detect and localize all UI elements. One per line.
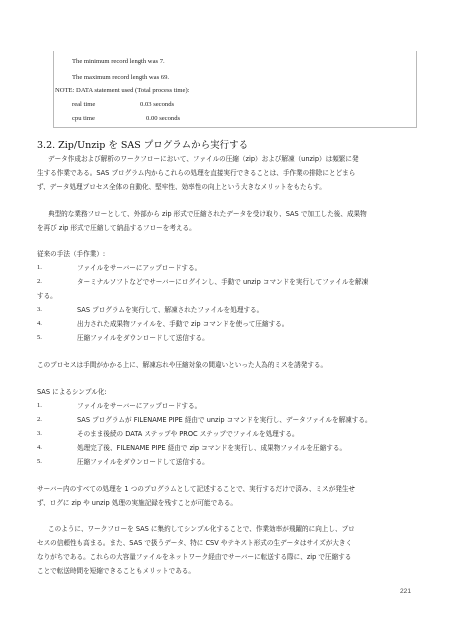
manual-step-text: SAS プログラムを実行して、解凍されたファイルを処理する。	[77, 306, 264, 314]
sas-step-number: 1.	[37, 402, 42, 409]
manual-step-text: 圧縮ファイルをダウンロードして送信する。	[77, 334, 209, 342]
manual-step-number: 4.	[37, 320, 42, 327]
sas-step-text: 処理完了後、FILENAME PIPE 経由で zip コマンドを実行し、成果物ファイルを圧縮する。	[77, 444, 347, 452]
manual-title: 従来の手法（手作業）:	[37, 250, 106, 258]
manual-step-text: ターミナルソフトなどでサーバーにログインし、手動で unzip コマンドを実行してファイルを解凍	[77, 278, 369, 286]
manual-step-text: ファイルをサーバーにアップロードする。	[77, 264, 202, 272]
conclusion-line: なりがちである。これらの大容量ファイルをネットワーク経由でサーバーに転送する際に、zip で圧縮する	[37, 553, 352, 561]
manual-step-number: 2.	[37, 278, 42, 285]
sas-step-text: SAS プログラムが FILENAME PIPE 経由で unzip コマンドを実行し、データファイルを解凍する。	[77, 416, 372, 424]
sas-benefit-line: サーバー内のすべての処理を 1 つのプログラムとして記述することで、実行するだけで済み、ミスが発生せ	[37, 485, 356, 493]
manual-step-text: する。	[37, 292, 57, 300]
manual-step-number: 3.	[37, 306, 42, 313]
page-number: 221	[400, 588, 412, 595]
conclusion-line: セスの信頼性も高まる。また、SAS で扱うデータ、特に CSV やテキスト形式の生データはサイズが大きく	[37, 539, 353, 547]
intro-line: ず、データ処理プロセス全体の自動化、堅牢性、効率性の向上という大きなメリットをもたらす。	[37, 183, 326, 191]
manual-step-text: 出力された成果物ファイルを、手動で zip コマンドを使って圧縮する。	[77, 320, 289, 328]
log-max-length: The maximum record length was 69.	[72, 74, 170, 81]
log-note: NOTE: DATA statement used (Total process time):	[55, 87, 190, 94]
sas-step-number: 4.	[37, 444, 42, 451]
sas-step-number: 5.	[37, 458, 42, 465]
intro-line: 生する作業である。SAS プログラム内からこれらの処理を直接実行できることは、手作業の排除にとどまら	[37, 169, 356, 177]
example-line: 典型的な業務フローとして、外部から zip 形式で圧縮されたデータを受け取り、SAS で加工した後、成果物	[48, 210, 367, 218]
manual-step-number: 1.	[37, 264, 42, 271]
sas-step-text: ファイルをサーバーにアップロードする。	[77, 402, 202, 410]
log-real-value: 0.03 seconds	[140, 101, 175, 108]
log-min-length: The minimum record length was 7.	[72, 58, 165, 65]
sas-title: SAS によるシンプル化:	[37, 388, 107, 396]
sas-step-number: 3.	[37, 430, 42, 437]
intro-line: データ作成および解析のワークフローにおいて、ファイルの圧縮（zip）および解凍（unzip）は頻繁に発	[48, 155, 359, 163]
conclusion-line: ことで転送時間を短縮できることもメリットである。	[37, 567, 195, 575]
log-cpu-label: cpu time	[72, 115, 95, 122]
conclusion-line: このように、ワークフローを SAS に集約してシンプル化することで、作業効率が飛躍的に向上し、プロ	[48, 525, 355, 533]
manual-step-number: 5.	[37, 334, 42, 341]
sas-step-text: 圧縮ファイルをダウンロードして送信する。	[77, 458, 209, 466]
log-real-label: real time	[72, 101, 96, 108]
sas-step-text: そのまま後続の DATA ステップや PROC ステップでファイルを処理する。	[77, 430, 299, 438]
sas-benefit-line: ず、ログに zip や unzip 処理の実施記録を残すことが可能である。	[37, 499, 238, 507]
log-cpu-value: 0.00 seconds	[146, 115, 181, 122]
manual-issue: このプロセスは手間がかかる上に、解凍忘れや圧縮対象の間違いといった人為的ミスを誘発する。	[37, 361, 328, 369]
section-heading: 3.2. Zip/Unzip を SAS プログラムから実行する	[37, 140, 249, 151]
sas-step-number: 2.	[37, 416, 42, 423]
example-line: を再び zip 形式で圧縮して納品するフローを考える。	[37, 224, 196, 232]
